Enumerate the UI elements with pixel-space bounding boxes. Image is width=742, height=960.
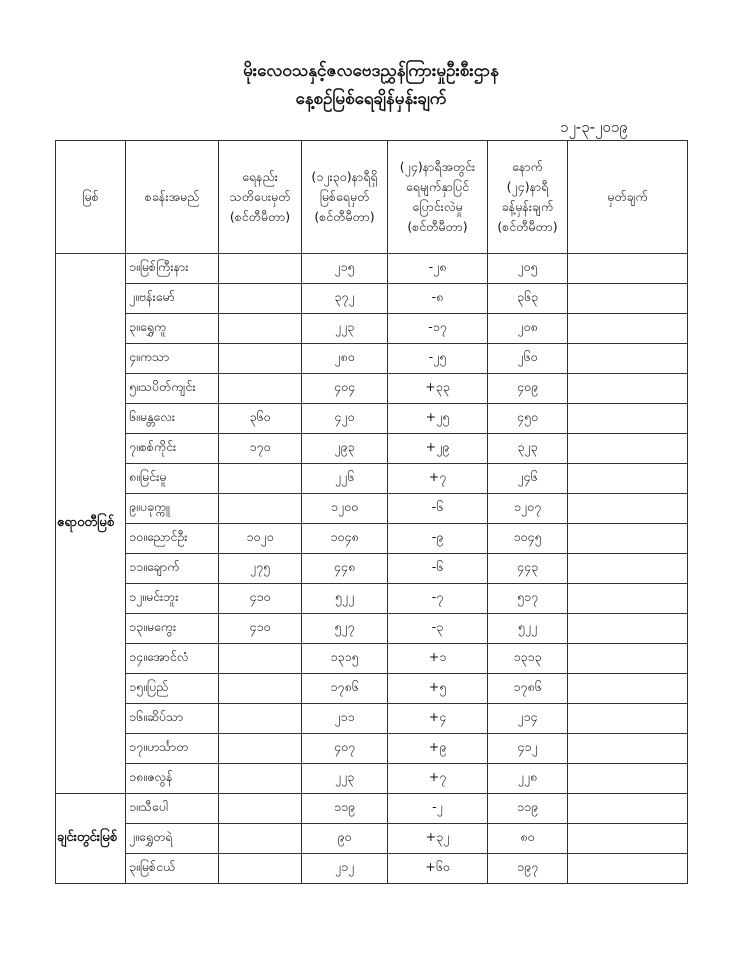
forecast-cell: ၁၉၇ <box>488 854 568 884</box>
forecast-cell: ၄၀၉ <box>488 374 568 404</box>
forecast-cell: ၂၂၈ <box>488 764 568 794</box>
forecast-cell: ၂၀၈ <box>488 314 568 344</box>
river-name-cell: ဧရာဝတီမြစ် <box>56 254 126 794</box>
warning-level-cell: ၄၁၀ <box>219 614 302 644</box>
forecast-cell: ၁၀၄၅ <box>488 524 568 554</box>
table-row <box>56 824 688 854</box>
forecast-cell: ၄၅၀ <box>488 404 568 434</box>
remark-cell <box>568 734 688 764</box>
water-level-cell: ၁၁၉ <box>302 794 388 824</box>
change-cell: +၁ <box>388 644 488 674</box>
forecast-cell: ၂၄၆ <box>488 464 568 494</box>
remark-cell <box>568 434 688 464</box>
forecast-cell: ၄၁၂ <box>488 734 568 764</box>
change-cell: +၃၂ <box>388 824 488 854</box>
warning-level-cell <box>219 734 302 764</box>
station-cell: ၁၁။ချောက် <box>126 554 219 584</box>
water-level-cell: ၁၇၈၆ <box>302 674 388 704</box>
change-cell: -၂၈ <box>388 254 488 284</box>
change-cell: +၉ <box>388 734 488 764</box>
station-cell: ၁၃။မကွေး <box>126 614 219 644</box>
warning-level-cell: ၃၆၀ <box>219 404 302 434</box>
station-cell: ၂။ရွှေတရဲ <box>126 824 219 854</box>
change-cell: -၇ <box>388 584 488 614</box>
warning-level-cell <box>219 254 302 284</box>
change-cell: +၂၅ <box>388 404 488 434</box>
change-cell: +၇ <box>388 764 488 794</box>
warning-level-cell <box>219 794 302 824</box>
table-row <box>56 254 688 284</box>
water-level-cell: ၅၂၂ <box>302 584 388 614</box>
table-row <box>56 434 688 464</box>
forecast-cell: ၂၀၅ <box>488 254 568 284</box>
change-cell: -၆ <box>388 494 488 524</box>
station-cell: ၁၇။ဟင်္သာတ <box>126 734 219 764</box>
change-cell: -၈ <box>388 284 488 314</box>
water-level-cell: ၂၉၃ <box>302 434 388 464</box>
warning-level-cell: ၁၀၂၀ <box>219 524 302 554</box>
table-row <box>56 464 688 494</box>
remark-cell <box>568 404 688 434</box>
change-cell: +၄ <box>388 704 488 734</box>
table-row <box>56 584 688 614</box>
table-row <box>56 314 688 344</box>
warning-level-cell <box>219 494 302 524</box>
remark-cell <box>568 494 688 524</box>
warning-level-cell: ၄၁၀ <box>219 584 302 614</box>
water-level-cell: ၁၃၁၅ <box>302 644 388 674</box>
remark-cell <box>568 674 688 704</box>
remark-cell <box>568 284 688 314</box>
page-title: မိုးလေဝသနှင့်ဇလဗေဒညွှန်ကြားမှုဦးစီးဌာန <box>243 61 499 81</box>
col-header-current-level: (၁၂း၃၀)နာရီရှိ မြစ်ရေမှတ် (စင်တီမီတာ) <box>302 141 388 254</box>
warning-level-cell <box>219 284 302 314</box>
water-level-cell: ၉၀ <box>302 824 388 854</box>
water-level-cell: ၂၂၃ <box>302 314 388 344</box>
water-level-cell: ၄၀၄ <box>302 374 388 404</box>
remark-cell <box>568 374 688 404</box>
forecast-cell: ၈၀ <box>488 824 568 854</box>
station-cell: ၁၀။ညောင်ဦး <box>126 524 219 554</box>
change-cell: -၁၇ <box>388 314 488 344</box>
water-level-cell: ၂၂၃ <box>302 764 388 794</box>
warning-level-cell <box>219 854 302 884</box>
warning-level-cell <box>219 674 302 704</box>
table-row <box>56 614 688 644</box>
warning-level-cell <box>219 824 302 854</box>
remark-cell <box>568 254 688 284</box>
table-row <box>56 764 688 794</box>
remark-cell <box>568 644 688 674</box>
table-row <box>56 494 688 524</box>
forecast-cell: ၁၂၀၇ <box>488 494 568 524</box>
warning-level-cell: ၁၇၀ <box>219 434 302 464</box>
forecast-cell: ၄၄၃ <box>488 554 568 584</box>
warning-level-cell <box>219 644 302 674</box>
change-cell: -၂၅ <box>388 344 488 374</box>
water-level-cell: ၂၂၆ <box>302 464 388 494</box>
remark-cell <box>568 824 688 854</box>
station-cell: ၆။မန္တလေး <box>126 404 219 434</box>
table-row <box>56 794 688 824</box>
warning-level-cell <box>219 314 302 344</box>
water-level-cell: ၄၄၈ <box>302 554 388 584</box>
table-row <box>56 734 688 764</box>
water-level-cell: ၂၁၅ <box>302 254 388 284</box>
station-cell: ၅။သပိတ်ကျင်း <box>126 374 219 404</box>
station-cell: ၁၈။ဇလွန် <box>126 764 219 794</box>
table-row <box>56 554 688 584</box>
table-row <box>56 704 688 734</box>
col-header-forecast: နောက် (၂၄)နာရီ ခန့်မှန်းချက် (စင်တီမီတာ) <box>488 141 568 254</box>
remark-cell <box>568 314 688 344</box>
col-header-station: စခန်းအမည် <box>126 141 219 254</box>
table-row <box>56 644 688 674</box>
page-subtitle: နေ့စဉ်မြစ်ရေချိန်မှန်းချက် <box>295 89 447 109</box>
station-cell: ၃။ရွှေကူ <box>126 314 219 344</box>
station-cell: ၁၆။ဆိပ်သာ <box>126 704 219 734</box>
col-header-river: မြစ် <box>56 141 126 254</box>
remark-cell <box>568 854 688 884</box>
water-level-cell: ၂၁၁ <box>302 704 388 734</box>
forecast-cell: ၁၁၉ <box>488 794 568 824</box>
station-cell: ၁။သီပေါ <box>126 794 219 824</box>
remark-cell <box>568 704 688 734</box>
water-level-cell: ၄၂၀ <box>302 404 388 434</box>
forecast-cell: ၃၆၃ <box>488 284 568 314</box>
forecast-cell: ၁၃၁၃ <box>488 644 568 674</box>
station-cell: ၈။မြင်းမူ <box>126 464 219 494</box>
water-level-cell: ၅၂၇ <box>302 614 388 644</box>
water-level-cell: ၄၀၇ <box>302 734 388 764</box>
remark-cell <box>568 344 688 374</box>
forecast-cell: ၁၇၈၆ <box>488 674 568 704</box>
remark-cell <box>568 554 688 584</box>
water-level-table <box>55 140 688 884</box>
change-cell: +၅ <box>388 674 488 704</box>
station-cell: ၁၄။အောင်လံ <box>126 644 219 674</box>
water-level-cell: ၂၈၀ <box>302 344 388 374</box>
forecast-cell: ၂၁၄ <box>488 704 568 734</box>
change-cell: -၂ <box>388 794 488 824</box>
remark-cell <box>568 764 688 794</box>
forecast-cell: ၅၁၇ <box>488 584 568 614</box>
change-cell: +၇ <box>388 464 488 494</box>
water-level-cell: ၃၇၂ <box>302 284 388 314</box>
change-cell: +၃၃ <box>388 374 488 404</box>
forecast-cell: ၅၂၂ <box>488 614 568 644</box>
warning-level-cell <box>219 344 302 374</box>
station-cell: ၃။မြစ်ငယ် <box>126 854 219 884</box>
change-cell: -၉ <box>388 524 488 554</box>
forecast-cell: ၂၆၀ <box>488 344 568 374</box>
station-cell: ၁၅။ပြည် <box>126 674 219 704</box>
col-header-remark: မှတ်ချက် <box>568 141 688 254</box>
warning-level-cell <box>219 464 302 494</box>
station-cell: ၄။ကသာ <box>126 344 219 374</box>
col-header-change: (၂၄)နာရီအတွင်း ရေမျက်နှာပြင် ပြောင်းလဲမှု (စင်တီမီတာ) <box>388 141 488 254</box>
change-cell: +၂၉ <box>388 434 488 464</box>
warning-level-cell: ၂၇၅ <box>219 554 302 584</box>
station-cell: ၁၂။မင်းဘူး <box>126 584 219 614</box>
col-header-warning-level: ရေနည်း သတိပေးမှတ် (စင်တီမီတာ) <box>219 141 302 254</box>
warning-level-cell <box>219 764 302 794</box>
station-cell: ၉။ပခုက္ကူ <box>126 494 219 524</box>
change-cell: -၆ <box>388 554 488 584</box>
table-row <box>56 854 688 884</box>
remark-cell <box>568 524 688 554</box>
table-row <box>56 524 688 554</box>
forecast-cell: ၃၂၃ <box>488 434 568 464</box>
water-level-cell: ၂၁၂ <box>302 854 388 884</box>
table-row <box>56 344 688 374</box>
table-row <box>56 284 688 314</box>
change-cell: -၃ <box>388 614 488 644</box>
water-level-cell: ၁၂၀၀ <box>302 494 388 524</box>
table-header-row <box>56 141 688 254</box>
table-row <box>56 674 688 704</box>
station-cell: ၂။ဗန်းမော် <box>126 284 219 314</box>
remark-cell <box>568 794 688 824</box>
remark-cell <box>568 464 688 494</box>
water-level-cell: ၁၀၄၈ <box>302 524 388 554</box>
river-name-cell: ချင်းတွင်းမြစ် <box>56 794 126 884</box>
station-cell: ၇။စစ်ကိုင်း <box>126 434 219 464</box>
table-row <box>56 374 688 404</box>
station-cell: ၁။မြစ်ကြီးနား <box>126 254 219 284</box>
change-cell: +၆၀ <box>388 854 488 884</box>
remark-cell <box>568 614 688 644</box>
remark-cell <box>568 584 688 614</box>
warning-level-cell <box>219 704 302 734</box>
table-row <box>56 404 688 434</box>
report-date: ၁၂-၃-၂၀၁၉ <box>560 118 628 136</box>
warning-level-cell <box>219 374 302 404</box>
